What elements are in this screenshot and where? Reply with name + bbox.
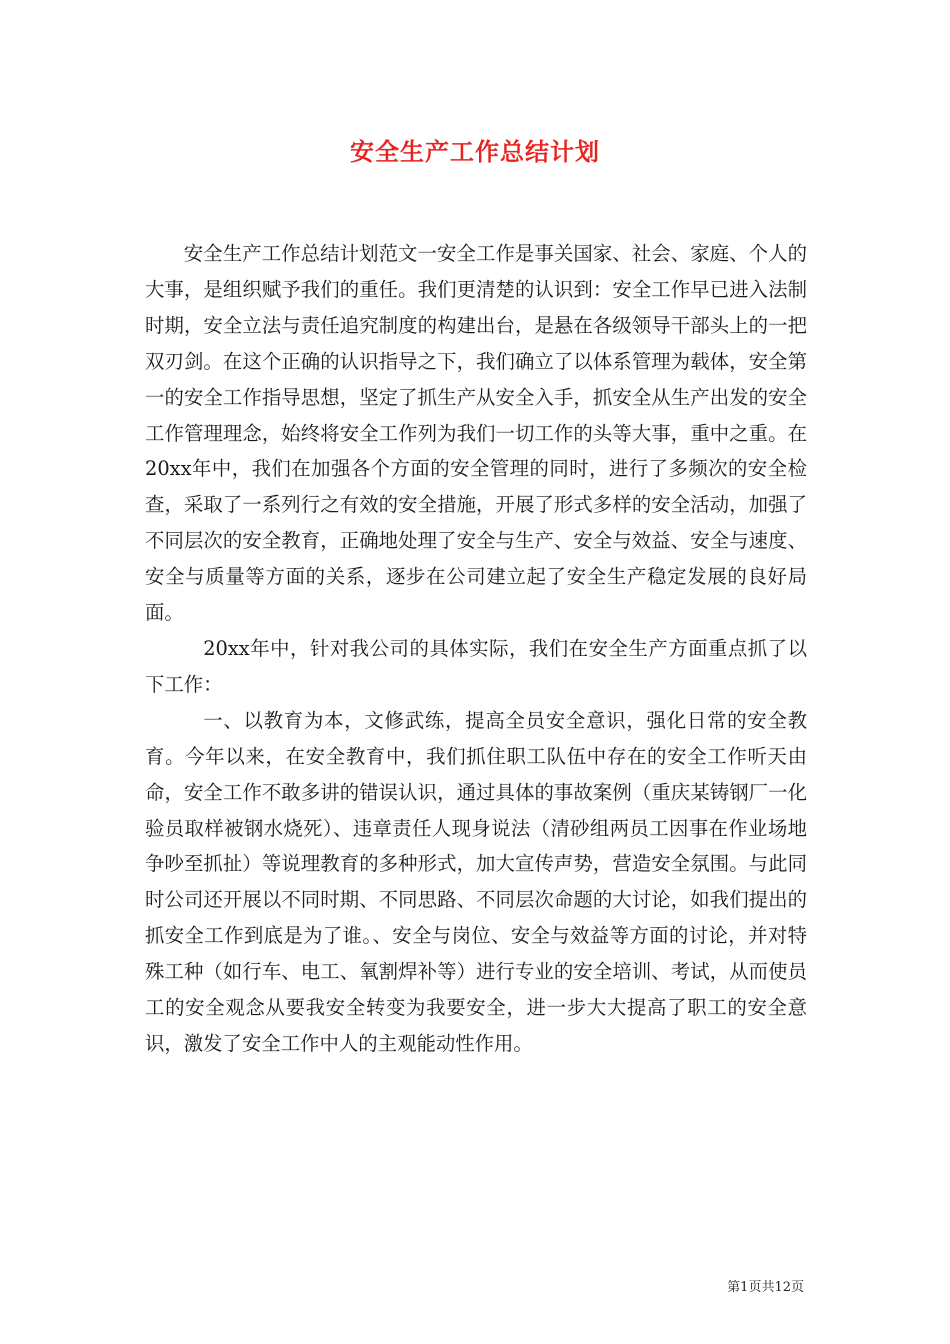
page-number-footer: 第1页共12页 bbox=[727, 1280, 804, 1295]
paragraph-intro: 安全生产工作总结计划范文一安全工作是事关国家、社会、家庭、个人的大事，是组织赋予我们的重任。我们更清楚的认识到：安全工作早已进入法制时期，安全立法与责任追究制度的构建出台，是悬在各级领导干部头上的一把双刃剑。在这个正确的认识指导之下，我们确立了以体系管理为载体，安全第一的安全工作指导思想，坚定了抓生产从安全入手，抓安全从生产出发的安全工作管理理念，始终将安全工作列为我们一切工作的头等大事，重中之重。在20xx年中，我们在加强各个方面的安全管理的同时，进行了多频次的安全检查，采取了一系列行之有效的安全措施，开展了形式多样的安全活动，加强了不同层次的安全教育，正确地处理了安全与生产、安全与效益、安全与速度、安全与质量等方面的关系，逐步在公司建立起了安全生产稳定发展的良好局面。 bbox=[145, 242, 807, 625]
document-body bbox=[145, 236, 807, 1062]
document-title: 安全生产工作总结计划 bbox=[350, 137, 600, 166]
paragraph-safety-education: 一、以教育为本，文修武练，提高全员安全意识，强化日常的安全教育。今年以来，在安全教育中，我们抓住职工队伍中存在的安全工作听天由命，安全工作不敢多讲的错误认识，通过具体的事故案例（重庆某铸钢厂一化验员取样被钢水烧死）、违章责任人现身说法（清砂组两员工因事在作业场地争吵至抓扯）等说理教育的多种形式，加大宣传声势，营造安全氛围。与此同时公司还开展以不同时期、不同思路、不同层次命题的大讨论，如我们提出的抓安全工作到底是为了谁。、安全与岗位、安全与效益等方面的讨论，并对特殊工种（如行车、电工、氧割焊补等）进行专业的安全培训、考试，从而使员工的安全观念从要我安全转变为我要安全，进一步大大提高了职工的安全意识，激发了安全工作中人的主观能动性作用。 bbox=[145, 708, 807, 1055]
paragraph-work-summary: 20xx年中，针对我公司的具体实际，我们在安全生产方面重点抓了以下工作： bbox=[145, 636, 807, 696]
